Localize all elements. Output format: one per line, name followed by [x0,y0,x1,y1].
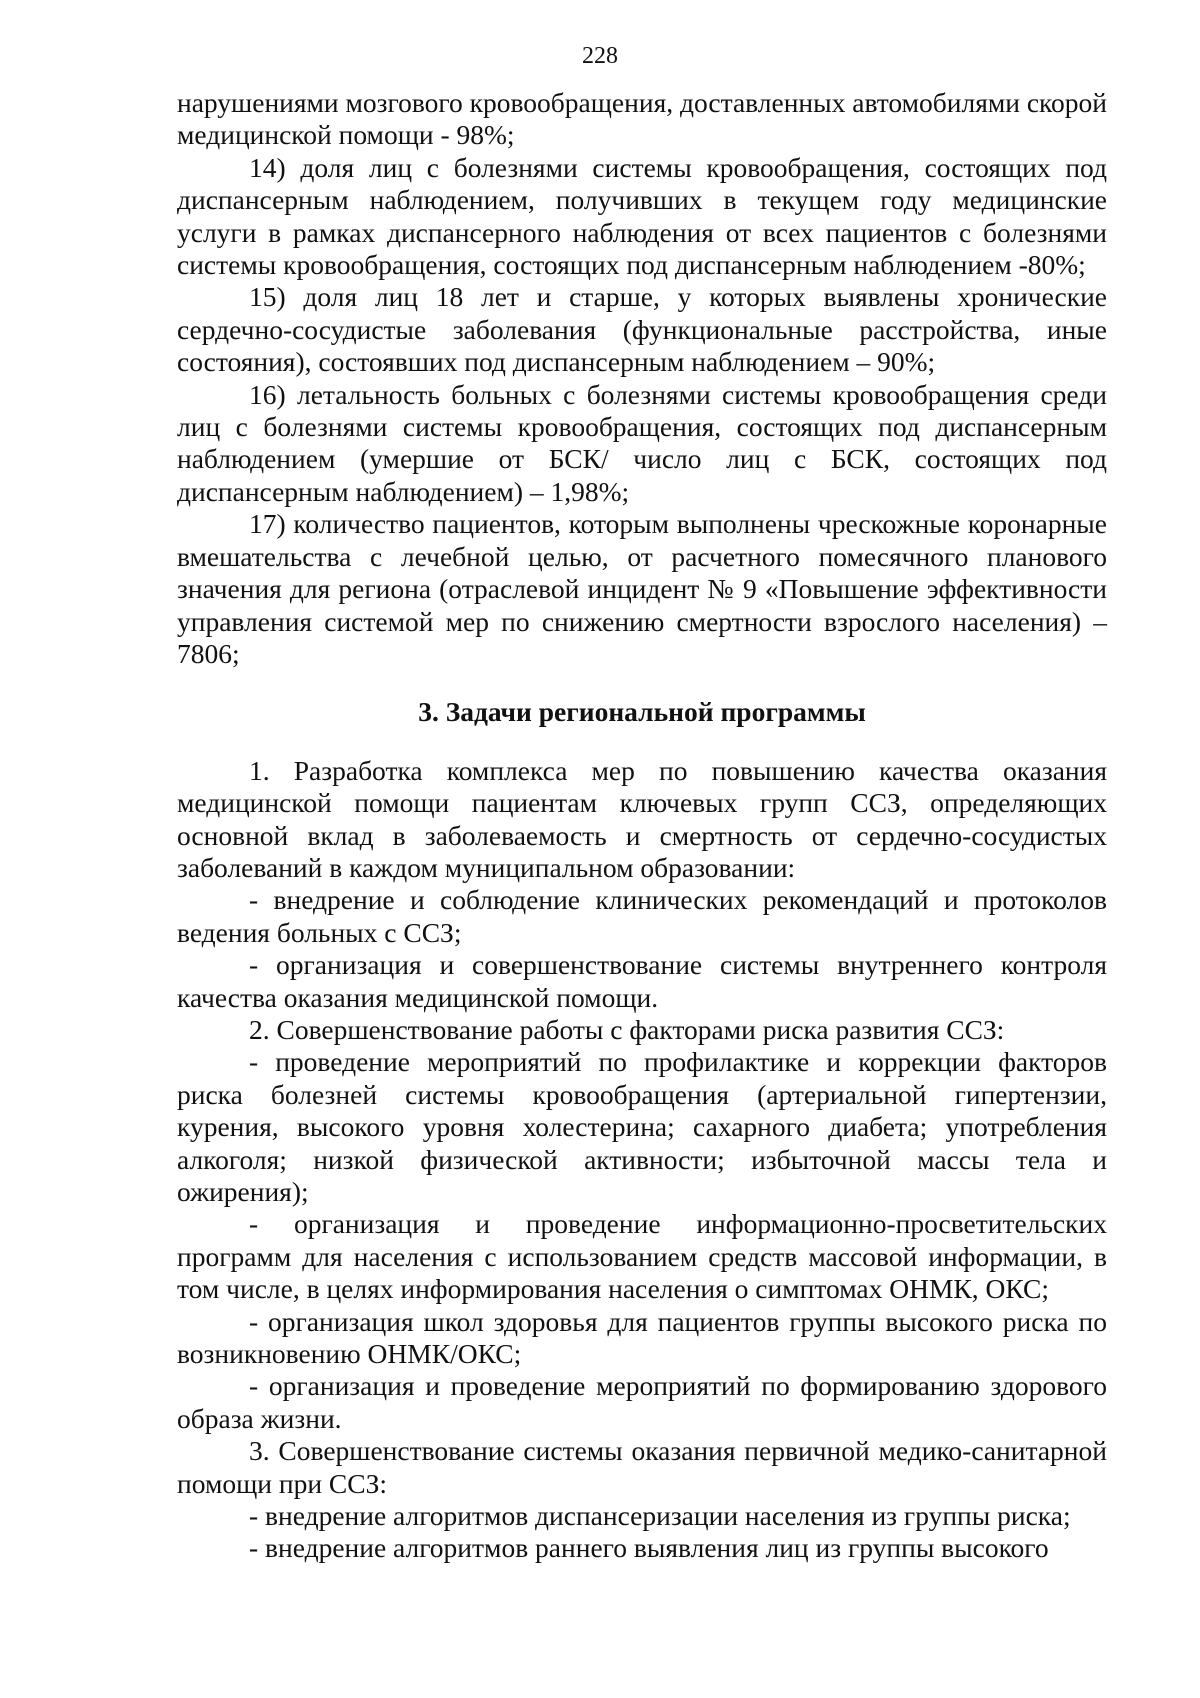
section-heading: 3. Задачи региональной программы [418,696,866,728]
task-3: 3. Совершенствование системы оказания первичной медико-санитарной помощи при ССЗ: [177,1435,1107,1499]
task-2-item-3: - организация школ здоровья для пациентов группы высокого риска по возникновению ОНМК/ОКС; [177,1305,1107,1370]
page-number: 228 [582,43,618,69]
task-3-item-1: - внедрение алгоритмов диспансеризации населения из группы риска; [249,1500,1071,1532]
indicator-17: 17) количество пациентов, которым выполнены чрескожные коронарные вмешательства с лечебной целью, от расчетного помесячного планового значения для региона (отраслевой инцидент № 9 «Повышение эффективности управления системой мер по снижению смертности взрослого населения) – 7806; [177,508,1107,669]
indicator-15: 15) доля лиц 18 лет и старше, у которых выявлены хронические сердечно-сосудистые заболевания (функциональные расстройства, иные состояния), состоявших под диспансерным наблюдением – 90%; [177,281,1107,378]
indicator-16: 16) летальность больных с болезнями системы кровообращения среди лиц с болезнями системы кровообращения, состоящих под диспансерным наблюдением (умершие от БСК/ число лиц с БСК, состоящих под диспансерным наблюдением) – 1,98%; [177,378,1107,507]
task-1-item-1: - внедрение и соблюдение клинических рекомендаций и протоколов ведения больных с ССЗ; [177,884,1107,948]
paragraph-continuation: нарушениями мозгового кровообращения, доставленных автомобилями скорой медицинской помощи - 98%; [177,87,1107,151]
task-1-item-2: - организация и совершенствование системы внутреннего контроля качества оказания медицинской помощи. [177,949,1107,1013]
task-2-item-4: - организация и проведение мероприятий по формированию здорового образа жизни. [177,1370,1107,1434]
task-2-item-1: - проведение мероприятий по профилактике и коррекции факторов риска болезней системы кровообращения (артериальной гипертензии, курения, высокого уровня холестерина; сахарного диабета; употребления алкоголя; низкой физической активности; избыточной массы тела и ожирения); [177,1046,1107,1207]
indicator-14: 14) доля лиц с болезнями системы кровообращения, состоящих под диспансерным наблюдением, получивших в текущем году медицинские услуги в рамках диспансерного наблюдения от всех пациентов с болезнями системы кровообращения, состоящих под диспансерным наблюдением -80%; [177,151,1107,281]
task-1: 1. Разработка комплекса мер по повышению качества оказания медицинской помощи пациентам ключевых групп ССЗ, определяющих основной вклад в заболеваемость и смертность от сердечно-сосудистых заболеваний в каждом муниципальном образовании: [177,754,1107,883]
task-2: 2. Совершенствование работы с факторами риска развития ССЗ: [249,1013,1005,1045]
task-2-item-2: - организация и проведение информационно-просветительских программ для населения с использованием средств массовой информации, в том числе, в целях информирования населения о симптомах ОНМК, ОКС; [177,1208,1107,1305]
task-3-item-2: - внедрение алгоритмов раннего выявления лиц из группы высокого [249,1532,1049,1564]
document-body [177,87,1107,1565]
